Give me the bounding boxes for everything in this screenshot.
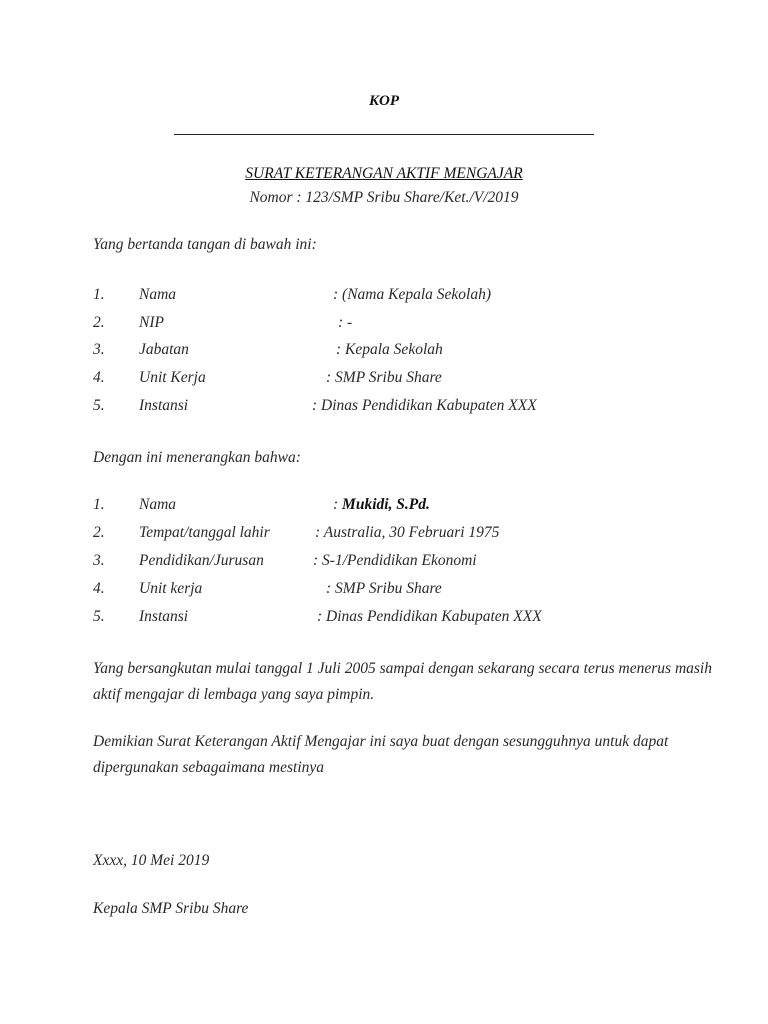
subject-name: Mukidi, S.Pd. xyxy=(342,496,430,513)
item-value: : Australia, 30 Februari 1975 xyxy=(315,524,500,541)
letterhead-rule xyxy=(174,134,594,135)
item-number: 3. xyxy=(93,552,105,569)
item-number: 4. xyxy=(93,580,105,597)
item-value: : (Nama Kepala Sekolah) xyxy=(333,286,491,303)
place-date: Xxxx, 10 Mei 2019 xyxy=(93,852,210,869)
item-number: 1. xyxy=(93,496,105,513)
item-label: Instansi xyxy=(139,608,189,625)
body-paragraph-2: Demikian Surat Keterangan Aktif Mengajar ini saya buat dengan sesungguhnya untuk dapat dipergunakan sebagaimana mestinya xyxy=(93,733,669,776)
item-label: NIP xyxy=(139,314,164,331)
item-value xyxy=(333,496,430,514)
body-paragraph-1: Yang bersangkutan mulai tanggal 1 Juli 2005 sampai dengan sekarang secara terus menerus masih aktif mengajar di lembaga yang saya pimpin. xyxy=(93,660,712,703)
item-number: 5. xyxy=(93,608,105,625)
item-value: : SMP Sribu Share xyxy=(326,580,442,597)
item-label: Unit kerja xyxy=(139,580,203,597)
item-label: Jabatan xyxy=(139,341,189,358)
item-label: Nama xyxy=(139,496,177,513)
item-value: : Dinas Pendidikan Kabupaten XXX xyxy=(317,608,542,625)
item-label: Unit Kerja xyxy=(139,369,206,386)
item-number: 5. xyxy=(93,397,105,414)
item-number: 2. xyxy=(93,314,105,331)
item-value: : SMP Sribu Share xyxy=(326,369,442,386)
item-value: : - xyxy=(338,314,353,331)
item-label: Nama xyxy=(139,286,177,303)
letter-title: SURAT KETERANGAN AKTIF MENGAJAR xyxy=(245,165,523,182)
letterhead-kop: KOP xyxy=(369,93,399,109)
item-value: : Kepala Sekolah xyxy=(336,341,443,358)
item-value: : S-1/Pendidikan Ekonomi xyxy=(313,552,477,569)
intro-signer: Yang bertanda tangan di bawah ini: xyxy=(93,236,317,253)
item-colon: : xyxy=(333,496,343,513)
item-number: 1. xyxy=(93,286,105,303)
item-value: : Dinas Pendidikan Kabupaten XXX xyxy=(312,397,537,414)
letter-number: Nomor : 123/SMP Sribu Share/Ket./V/2019 xyxy=(249,189,519,206)
signer-title: Kepala SMP Sribu Share xyxy=(93,900,249,917)
item-number: 2. xyxy=(93,524,105,541)
item-number: 4. xyxy=(93,369,105,386)
intro-subject: Dengan ini menerangkan bahwa: xyxy=(93,449,301,466)
item-label: Instansi xyxy=(139,397,189,414)
item-label: Pendidikan/Jurusan xyxy=(139,552,264,569)
item-number: 3. xyxy=(93,341,105,358)
item-label: Tempat/tanggal lahir xyxy=(139,524,270,541)
